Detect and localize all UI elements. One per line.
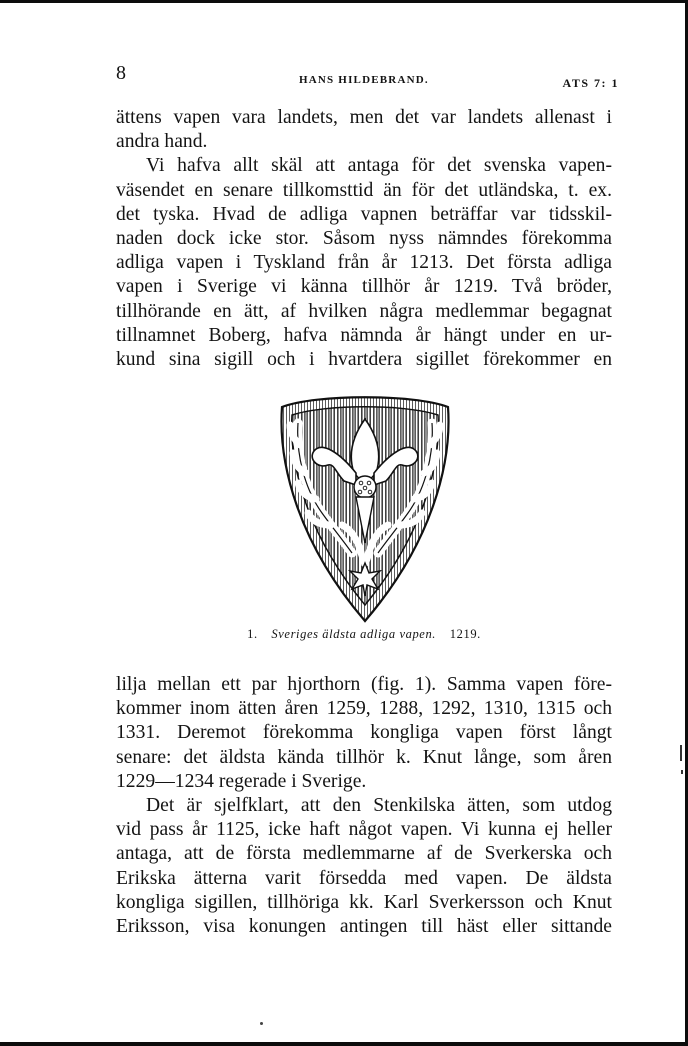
margin-mark	[681, 770, 683, 774]
text-line: vid pass år 1125, icke haft något vapen. Vi kunna ej heller	[116, 819, 612, 841]
text-line: 1229—1234 regerade i Sverige.	[116, 770, 367, 792]
text-line: vapen i Sverige vi känna tillhör år 1219. Två bröder,	[116, 276, 612, 298]
figure-year: 1219.	[449, 627, 481, 641]
page-edge-top	[0, 0, 688, 3]
margin-mark	[680, 745, 682, 761]
text-line: väsendet en senare tillkomsttid än för det utländska, t. ex.	[116, 179, 612, 201]
running-head: HANS HILDEBRAND.	[299, 74, 429, 86]
text-line: kund sina sigill och i hvartdera sigillet förekommer en	[116, 349, 612, 371]
text-line: naden dock icke stor. Såsom nyss nämndes förekomma	[116, 228, 612, 250]
text-line: adliga vapen i Tyskland från år 1213. Det första adliga	[116, 252, 612, 274]
speck-mark	[260, 1022, 263, 1025]
page-edge-bottom	[0, 1042, 688, 1046]
figure-caption	[116, 627, 612, 642]
text-block-top	[116, 106, 612, 372]
signature-mark: ATS 7: 1	[562, 76, 619, 90]
figure-number: 1.	[247, 627, 258, 641]
text-line: antaga, att de första medlemmarne af de Sverkerska och	[116, 843, 612, 865]
text-line: Erikska ätterna varit försedda med vapen. De äldsta	[116, 867, 612, 889]
text-line: kommer inom ätten åren 1259, 1288, 1292, 1310, 1315 och	[116, 698, 612, 720]
text-line: andra hand.	[116, 131, 208, 153]
text-line: ättens vapen vara landets, men det var landets allenast i	[116, 107, 612, 128]
page-number: 8	[116, 62, 126, 84]
page-header	[116, 62, 619, 92]
text-line: Det är sjelfklart, att den Stenkilska ätten, som utdog	[146, 795, 612, 817]
text-line: Vi hafva allt skäl att antaga för det svenska vapen-	[146, 155, 612, 177]
text-block-bottom	[116, 673, 612, 939]
coat-of-arms-illustration	[276, 393, 454, 623]
text-line: tillhörande en ätt, af hvilken några medlemmar begagnat	[116, 300, 612, 322]
text-line: lilja mellan ett par hjorthorn (fig. 1). Samma vapen före-	[116, 674, 612, 695]
text-line: det tyska. Hvad de adliga vapnen beträffar var tidsskil-	[116, 203, 612, 225]
text-line: tillnamnet Boberg, hafva nämnda år hängt under en ur-	[116, 324, 612, 346]
text-line: 1331. Deremot förekomma kongliga vapen först långt	[116, 722, 612, 744]
figure-caption-text: Sveriges äldsta adliga vapen.	[271, 627, 437, 641]
text-line: senare: det äldsta kända tillhör k. Knut långe, som åren	[116, 746, 612, 768]
text-line: kongliga sigillen, tillhöriga kk. Karl Sverkersson och Knut	[116, 891, 612, 913]
text-line: Eriksson, visa konungen antingen till häst eller sittande	[116, 916, 612, 938]
